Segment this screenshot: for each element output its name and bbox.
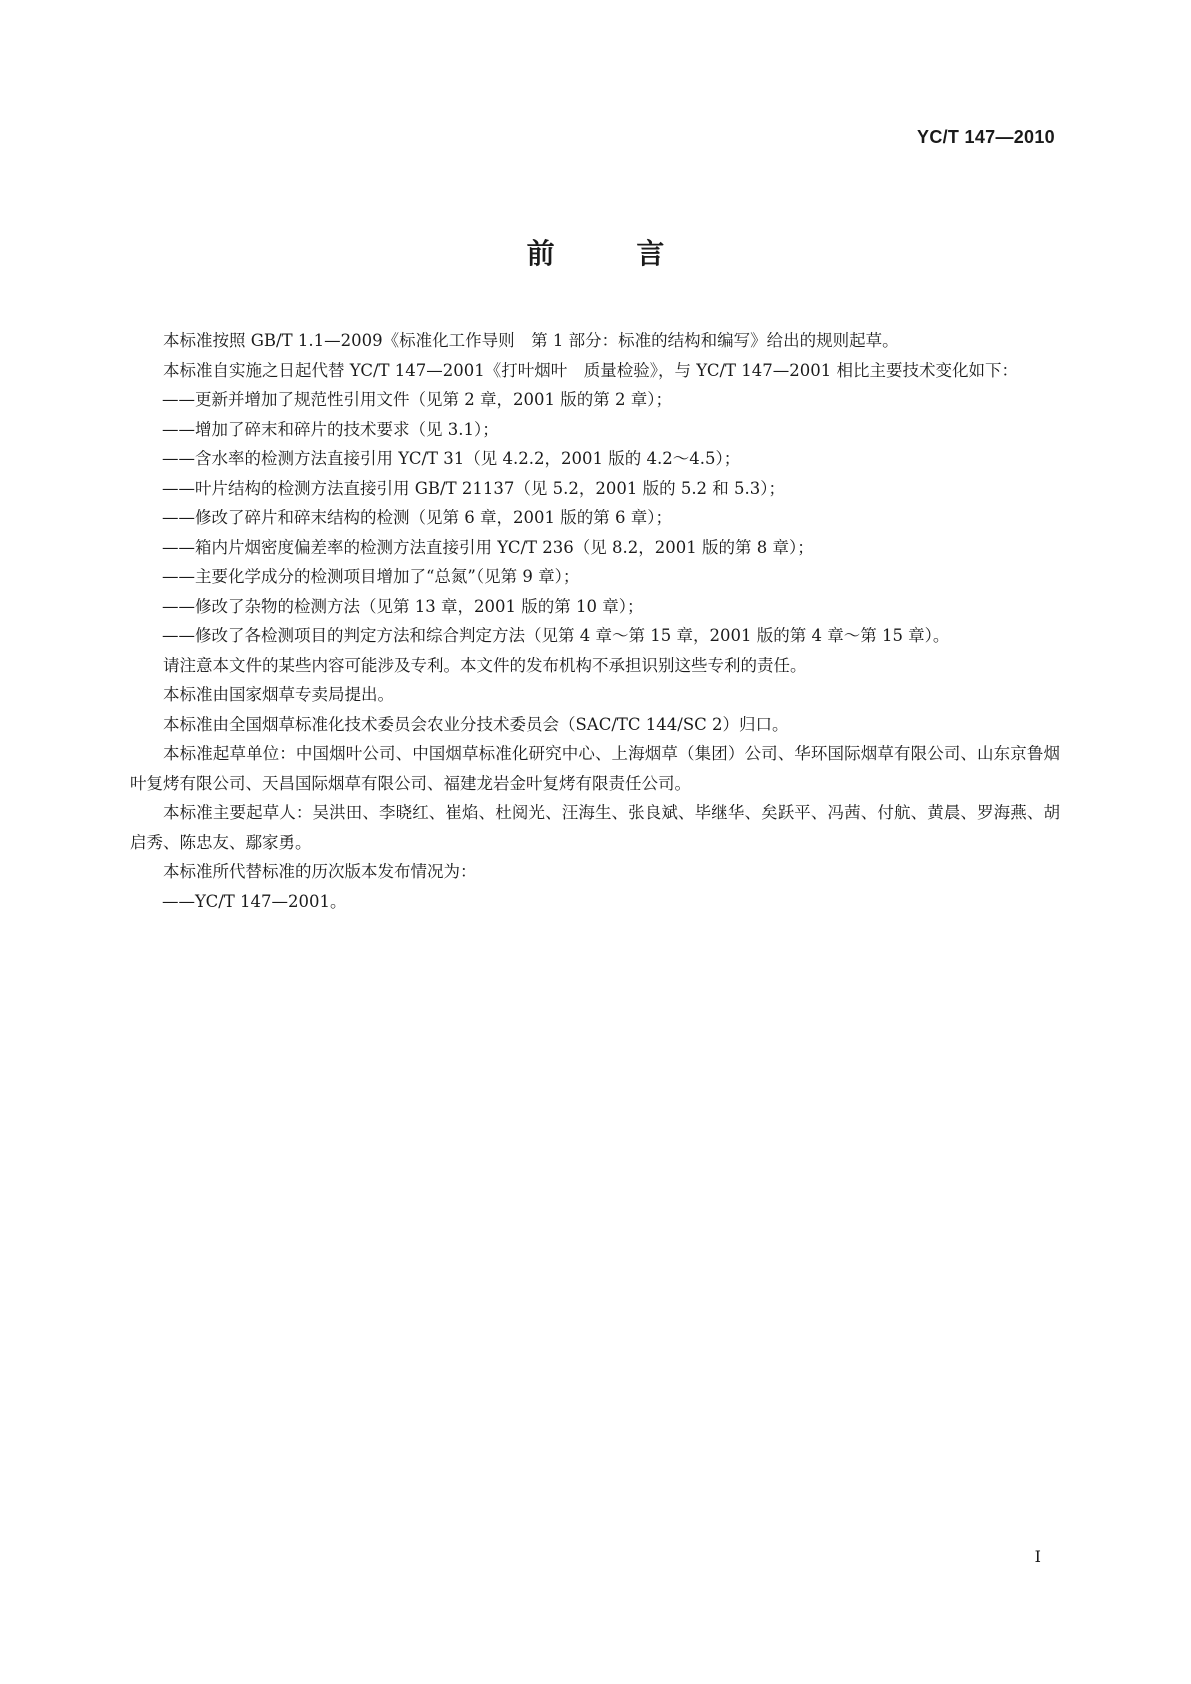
list-item: ——修改了杂物的检测方法（见第 13 章，2001 版的第 10 章）；: [162, 596, 644, 616]
list-item: ——含水率的检测方法直接引用 YC/T 31（见 4.2.2，2001 版的 4.2～4.5）；: [162, 449, 741, 468]
paragraph-replacement: 本标准自实施之日起代替 YC/T 147—2001《打叶烟叶 质量检验》，与 YC/T 147—2001 相比主要技术变化如下：: [163, 360, 1019, 380]
paragraph-patent-notice: 请注意本文件的某些内容可能涉及专利。本文件的发布机构不承担识别这些专利的责任。: [163, 655, 807, 675]
history-list: [130, 887, 1060, 917]
list-item: ——YC/T 147—2001。: [162, 891, 347, 911]
paragraph-history-intro: 本标准所代替标准的历次版本发布情况为：: [163, 862, 477, 881]
list-item: ——增加了碎末和碎片的技术要求（见 3.1）；: [162, 419, 499, 439]
paragraph-drafting-rules: 本标准按照 GB/T 1.1—2009《标准化工作导则 第 1 部分：标准的结构和编写》给出的规则起草。: [163, 331, 899, 350]
page-number: I: [1034, 1547, 1041, 1566]
technical-changes-list: [130, 385, 1060, 651]
paragraph-drafters: 本标准主要起草人：吴洪田、李晓红、崔焰、杜阅光、汪海生、张良斌、毕继华、矣跃平、冯茜、付航、黄晨、罗海燕、胡启秀、陈忠友、鄢家勇。: [130, 803, 1060, 852]
page-title: 前 言: [526, 237, 701, 270]
paragraph-committee: 本标准由全国烟草标准化技术委员会农业分技术委员会（SAC/TC 144/SC 2）归口。: [163, 714, 789, 734]
paragraph-proposer: 本标准由国家烟草专卖局提出。: [163, 685, 394, 704]
paragraph-drafting-units: 本标准起草单位：中国烟叶公司、中国烟草标准化研究中心、上海烟草（集团）公司、华环国际烟草有限公司、山东京鲁烟叶复烤有限公司、天昌国际烟草有限公司、福建龙岩金叶复烤有限责任公司。: [130, 744, 1060, 793]
list-item: ——修改了碎片和碎末结构的检测（见第 6 章，2001 版的第 6 章）；: [162, 508, 672, 527]
list-item: ——叶片结构的检测方法直接引用 GB/T 21137（见 5.2，2001 版的 5.2 和 5.3）；: [162, 478, 786, 498]
foreword-body: [130, 326, 1060, 916]
standard-code: YC/T 147—2010: [917, 127, 1055, 147]
list-item: ——主要化学成分的检测项目增加了“总氮”（见第 9 章）；: [162, 567, 580, 586]
list-item: ——箱内片烟密度偏差率的检测方法直接引用 YC/T 236（见 8.2，2001 版的第 8 章）；: [162, 537, 814, 557]
list-item: ——修改了各检测项目的判定方法和综合判定方法（见第 4 章～第 15 章，2001 版的第 4 章～第 15 章）。: [162, 626, 950, 645]
list-item: ——更新并增加了规范性引用文件（见第 2 章，2001 版的第 2 章）；: [162, 390, 672, 409]
